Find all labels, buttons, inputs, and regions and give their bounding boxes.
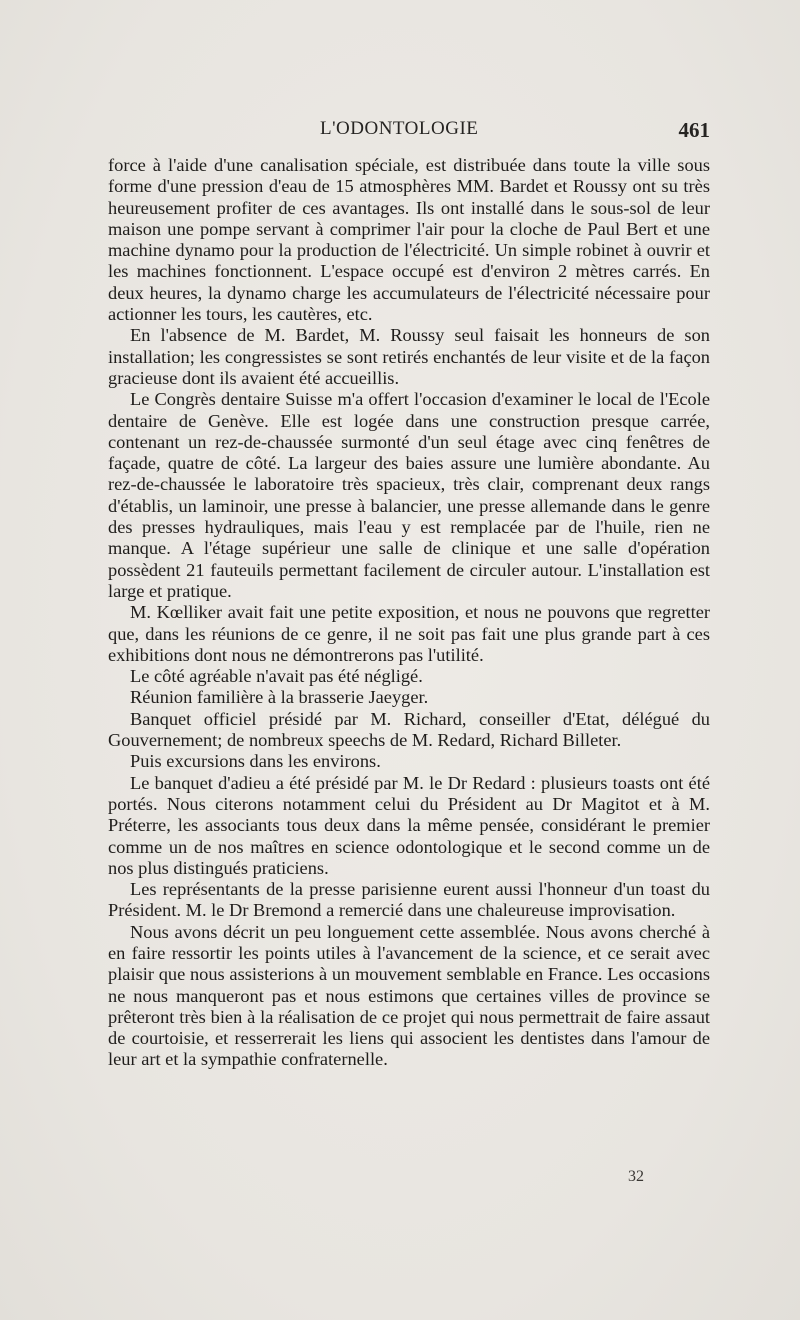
- running-title: L'ODONTOLOGIE: [320, 118, 479, 139]
- paragraph: Réunion familière à la brasserie Jaeyger.: [130, 687, 429, 708]
- paragraph: M. Kœlliker avait fait une petite exposition, et nous ne pouvons que regretter que, dans les réunions de ce genre, il ne soit pas fait une plus grande part à ces exhibitions dont nous ne démontrerons pas l'utilité.: [108, 602, 710, 665]
- paragraph: Puis excursions dans les environs.: [130, 751, 381, 772]
- paragraph: Les représentants de la presse parisienne eurent aussi l'honneur d'un toast du Président. M. le Dr Bremond a remercié dans une chaleureuse improvisation.: [108, 879, 710, 921]
- paragraph: Banquet officiel présidé par M. Richard, conseiller d'Etat, délégué du Gouvernement; de nombreux speechs de M. Redard, Richard Billeter.: [108, 708, 710, 751]
- signature-mark: 32: [628, 1168, 644, 1185]
- paragraph: Le banquet d'adieu a été présidé par M. le Dr Redard : plusieurs toasts ont été portés. Nous citerons notamment celui du Président au Dr Magitot et à M. Préterre, les associants tous deux dans la même pensée, considérant le premier comme un de nos maîtres en science odontologique et le second comme un de nos plus distingués praticiens.: [108, 772, 710, 878]
- page-header: [108, 118, 710, 148]
- paragraph: Le Congrès dentaire Suisse m'a offert l'occasion d'examiner le local de l'Ecole dentaire de Genève. Elle est logée dans une construction presque carrée, contenant un rez-de-chaussée surmonté d'un seul étage avec cinq fenêtres de façade, quatre de côté. La largeur des baies assure une lumière abondante. Au rez-de-chaussée le laboratoire très spacieux, très clair, comprenant deux rangs d'établis, un laminoir, une presse à balancier, une presse allemande dans le genre des presses hydrauliques, mais l'eau y est remplacée par de l'huile, rien ne manque. A l'étage supérieur une salle de clinique et une salle d'opération possèdent 21 fauteuils permettant facilement de circuler autour. L'installation est large et pratique.: [108, 389, 710, 601]
- paragraph: En l'absence de M. Bardet, M. Roussy seul faisait les honneurs de son installation; les congressistes se sont retirés enchantés de leur visite et de la façon gracieuse dont ils avaient été accueillis.: [108, 325, 710, 388]
- paragraph: Le côté agréable n'avait pas été négligé.: [130, 666, 423, 687]
- paragraph: Nous avons décrit un peu longuement cette assemblée. Nous avons cherché à en faire ressortir les points utiles à l'avancement de la science, et ce serait avec plaisir que nous assisterions à un mouvement semblable en France. Les occasions ne nous manqueront pas et nous estimons que certaines villes de province se prêteront très bien à la réalisation de ce projet qui nous permettrait de faire assaut de courtoisie, et resserrerait les liens qui associent les dentistes dans l'amour de leur art et la sympathie confraternelle.: [108, 921, 710, 1070]
- page-number: 461: [678, 118, 710, 142]
- paragraph: force à l'aide d'une canalisation spéciale, est distribuée dans toute la ville sous forme d'une pression d'eau de 15 atmosphères MM. Bardet et Roussy ont su très heureusement profiter de ces avantages. Ils ont installé dans le sous-sol de leur maison une pompe servant à comprimer l'air pour la cloche de Paul Bert et une machine dynamo pour la production de l'électricité. Un simple robinet à ouvrir et les machines fonctionnent. L'espace occupé est d'environ 2 mètres carrés. En deux heures, la dynamo charge les accumulateurs de l'électricité nécessaire pour actionner les tours, les cautères, etc.: [108, 155, 710, 325]
- body-text: [108, 155, 710, 1071]
